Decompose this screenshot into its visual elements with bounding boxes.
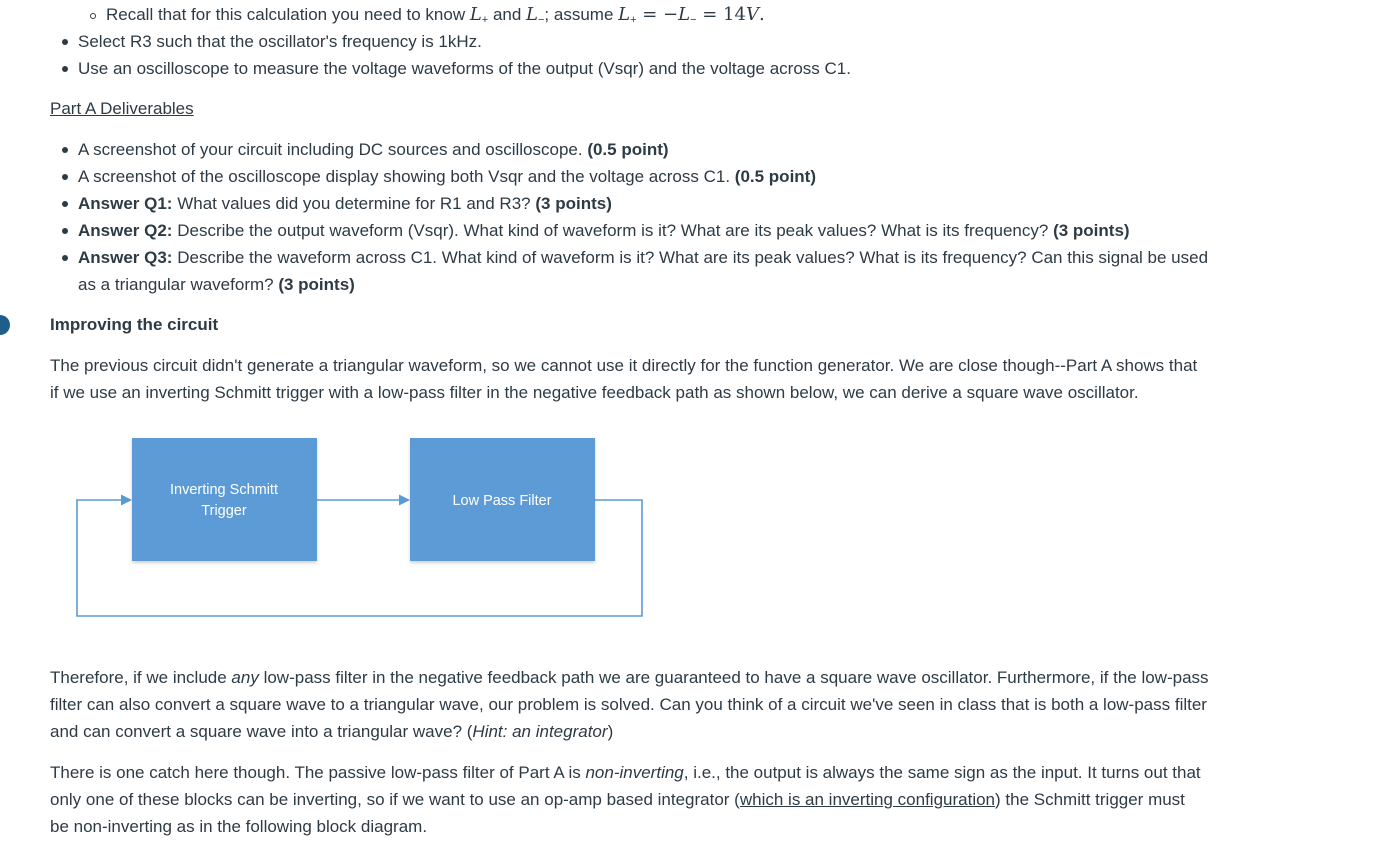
deliverable-text: A screenshot of the oscilloscope display showing both Vsqr and the voltage across C1. bbox=[78, 167, 735, 186]
schmitt-trigger-label: Inverting Schmitt bbox=[170, 482, 278, 498]
hint-text: Hint: an integrator bbox=[472, 722, 608, 741]
text-span: ) bbox=[607, 722, 614, 741]
question-label: Answer Q3: bbox=[78, 248, 173, 267]
text-span: , i.e., the output is always the same sign as the input. It turns out that bbox=[683, 763, 1201, 782]
block-diagram-svg bbox=[50, 430, 750, 630]
bullet bbox=[62, 255, 68, 261]
recall-mid: ; assume bbox=[544, 5, 619, 24]
recall-text: Recall that for this calculation you need to know bbox=[106, 5, 470, 24]
text-span: low-pass filter in the negative feedback path we are guaranteed to have a square wave oscillator. Furthermore, if the low-pass bbox=[258, 668, 1209, 687]
points-label: (3 points) bbox=[1053, 221, 1130, 240]
block-diagram bbox=[50, 430, 750, 630]
paragraph-line: filter can also convert a square wave to a triangular wave, our problem is solved. Can you think of a circuit we've seen in class that is both a low-pass filter bbox=[50, 695, 1207, 714]
math-l: L bbox=[469, 4, 482, 25]
math-sub: + bbox=[481, 14, 489, 26]
list-item: Select R3 such that the oscillator's frequency is 1kHz. bbox=[78, 32, 482, 51]
question-label: Answer Q2: bbox=[78, 221, 173, 240]
schmitt-trigger-block bbox=[132, 438, 317, 561]
math-eq: = 14 bbox=[696, 4, 746, 25]
deliverable-item bbox=[78, 163, 816, 190]
points-label: (0.5 point) bbox=[587, 140, 669, 159]
bullet bbox=[62, 174, 68, 180]
deliverable-item bbox=[78, 244, 1208, 271]
math-l: L bbox=[678, 4, 691, 25]
paragraph-line: if we use an inverting Schmitt trigger with a low-pass filter in the negative feedback path as shown below, we can derive a square wave oscillator. bbox=[50, 383, 1139, 402]
emphasis: any bbox=[231, 668, 259, 687]
deliverable-text: as a triangular waveform? bbox=[78, 275, 279, 294]
paragraph-line bbox=[50, 718, 613, 745]
paragraph-line: The previous circuit didn't generate a triangular waveform, so we cannot use it directly for the function generator. We are close though--Part A shows that bbox=[50, 356, 1198, 375]
bullet bbox=[62, 39, 68, 45]
arrow-head-icon bbox=[121, 495, 132, 506]
deliverable-item bbox=[78, 136, 669, 163]
text-span: ) the Schmitt trigger must bbox=[995, 790, 1185, 809]
points-label: (3 points) bbox=[535, 194, 612, 213]
bullet bbox=[62, 66, 68, 72]
deliverable-text: What values did you determine for R1 and R3? bbox=[172, 194, 536, 213]
math-eq: = − bbox=[636, 4, 679, 25]
emphasis: non-inverting bbox=[585, 763, 684, 782]
deliverable-text: A screenshot of your circuit including DC sources and oscilloscope. bbox=[78, 140, 588, 159]
math-sub: − bbox=[537, 14, 545, 26]
deliverable-item-continued bbox=[78, 271, 355, 298]
paragraph-line bbox=[50, 664, 1209, 691]
deliverable-item bbox=[78, 190, 612, 217]
part-a-deliverables-link[interactable]: Part A Deliverables bbox=[50, 99, 194, 118]
math-sub: + bbox=[630, 14, 637, 26]
question-label: Answer Q1: bbox=[78, 194, 173, 213]
points-label: (3 points) bbox=[278, 275, 355, 294]
bullet bbox=[62, 201, 68, 207]
text-span: only one of these blocks can be inverting, so if we want to use an op-amp based integrator ( bbox=[50, 790, 740, 809]
side-marker[interactable] bbox=[0, 315, 10, 335]
paragraph-line bbox=[50, 786, 1185, 813]
deliverable-text: Describe the output waveform (Vsqr). What kind of waveform is it? What are its peak values? What is its frequency? bbox=[172, 221, 1054, 240]
math-v: V bbox=[745, 4, 759, 25]
math-l: L bbox=[526, 4, 538, 25]
points-label: (0.5 point) bbox=[734, 167, 816, 186]
text-span: and can convert a square wave into a triangular wave? ( bbox=[50, 722, 473, 741]
math-l: L bbox=[618, 4, 631, 25]
deliverable-item bbox=[78, 217, 1130, 244]
list-item: Use an oscilloscope to measure the voltage waveforms of the output (Vsqr) and the voltage across C1. bbox=[78, 59, 851, 78]
recall-and: and bbox=[488, 5, 527, 24]
math-end: . bbox=[758, 4, 765, 25]
section-heading: Improving the circuit bbox=[50, 315, 219, 334]
paragraph-line: be non-inverting as in the following block diagram. bbox=[50, 817, 428, 836]
bullet bbox=[62, 228, 68, 234]
bullet bbox=[62, 147, 68, 153]
sub-bullet bbox=[90, 13, 96, 19]
inverting-configuration-link[interactable]: which is an inverting configuration bbox=[739, 790, 996, 809]
schmitt-trigger-label: Trigger bbox=[201, 503, 247, 519]
low-pass-filter-label: Low Pass Filter bbox=[452, 493, 552, 509]
text-span: There is one catch here though. The passive low-pass filter of Part A is bbox=[50, 763, 586, 782]
text-span: Therefore, if we include bbox=[50, 668, 232, 687]
math-sub: − bbox=[690, 14, 697, 26]
deliverable-text: Describe the waveform across C1. What kind of waveform is it? What are its peak values? What is its frequency? Can this signal be used bbox=[172, 248, 1209, 267]
paragraph-line bbox=[50, 759, 1201, 786]
arrow-head-icon bbox=[399, 495, 410, 506]
